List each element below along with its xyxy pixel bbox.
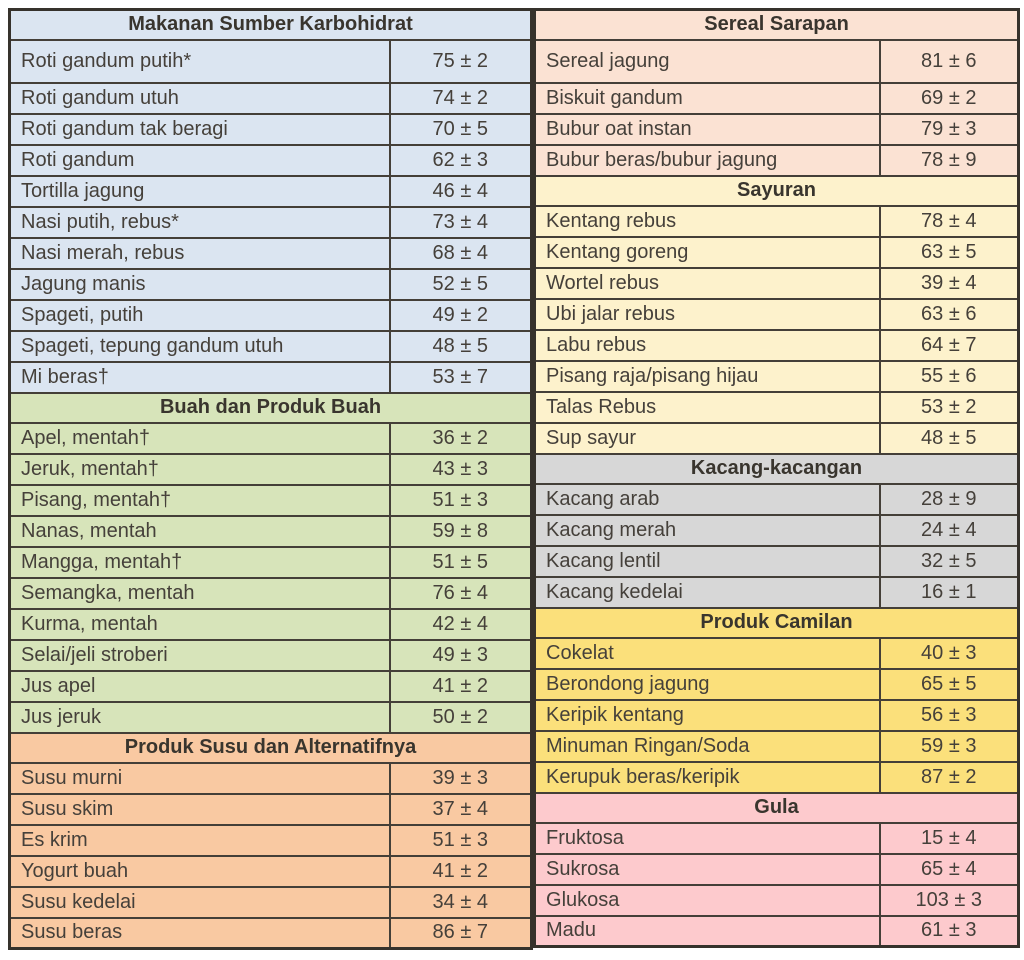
gi-value: 15 ± 4: [880, 823, 1019, 854]
table-row: [10, 454, 532, 485]
food-label: Nasi putih, rebus*: [10, 207, 390, 238]
table-row: [535, 885, 1019, 916]
gi-value: 32 ± 5: [880, 546, 1019, 577]
food-label: Yogurt buah: [10, 856, 390, 887]
section-header-row: [10, 733, 532, 763]
table-row: [535, 40, 1019, 83]
food-label: Ubi jalar rebus: [535, 299, 880, 330]
food-label: Es krim: [10, 825, 390, 856]
gi-value: 79 ± 3: [880, 114, 1019, 145]
food-label: Pisang raja/pisang hijau: [535, 361, 880, 392]
food-label: Susu kedelai: [10, 887, 390, 918]
gi-value: 65 ± 5: [880, 669, 1019, 700]
gi-value: 65 ± 4: [880, 854, 1019, 885]
food-label: Spageti, putih: [10, 300, 390, 331]
food-label: Susu beras: [10, 918, 390, 949]
table-row: [535, 392, 1019, 423]
gi-value: 52 ± 5: [390, 269, 532, 300]
gi-value: 70 ± 5: [390, 114, 532, 145]
table-row: [10, 269, 532, 300]
gi-value: 39 ± 3: [390, 763, 532, 794]
table-row: [10, 887, 532, 918]
table-row: [10, 609, 532, 640]
table-row: [535, 823, 1019, 854]
table-row: [535, 515, 1019, 546]
section-header-sayuran: Sayuran: [535, 176, 1019, 206]
food-label: Biskuit gandum: [535, 83, 880, 114]
food-label: Bubur oat instan: [535, 114, 880, 145]
gi-value: 49 ± 3: [390, 640, 532, 671]
gi-value: 42 ± 4: [390, 609, 532, 640]
table-row: [10, 331, 532, 362]
table-row: [10, 516, 532, 547]
table-row: [535, 330, 1019, 361]
gi-value: 59 ± 3: [880, 731, 1019, 762]
table-row: [10, 763, 532, 794]
gi-value: 51 ± 5: [390, 547, 532, 578]
food-label: Kentang rebus: [535, 206, 880, 237]
gi-value: 39 ± 4: [880, 268, 1019, 299]
table-row: [10, 671, 532, 702]
food-label: Mi beras†: [10, 362, 390, 393]
table-row: [10, 918, 532, 949]
table-row: [10, 362, 532, 393]
table-row: [10, 856, 532, 887]
food-label: Roti gandum utuh: [10, 83, 390, 114]
gi-value: 53 ± 7: [390, 362, 532, 393]
gi-table-left: [8, 8, 533, 950]
gi-value: 55 ± 6: [880, 361, 1019, 392]
table-row: [535, 638, 1019, 669]
food-label: Nanas, mentah: [10, 516, 390, 547]
table-row: [535, 484, 1019, 515]
table-row: [10, 640, 532, 671]
table-row: [535, 546, 1019, 577]
food-label: Kacang merah: [535, 515, 880, 546]
table-row: [535, 83, 1019, 114]
table-row: [10, 83, 532, 114]
gi-value: 61 ± 3: [880, 916, 1019, 947]
gi-value: 48 ± 5: [880, 423, 1019, 454]
food-label: Kerupuk beras/keripik: [535, 762, 880, 793]
food-label: Mangga, mentah†: [10, 547, 390, 578]
table-row: [10, 114, 532, 145]
table-row: [535, 206, 1019, 237]
gi-value: 41 ± 2: [390, 671, 532, 702]
section-header-row: [535, 176, 1019, 206]
glycemic-index-tables: [8, 8, 1020, 950]
food-label: Susu murni: [10, 763, 390, 794]
food-label: Jus jeruk: [10, 702, 390, 733]
table-row: [535, 731, 1019, 762]
food-label: Sereal jagung: [535, 40, 880, 83]
gi-value: 63 ± 6: [880, 299, 1019, 330]
table-row: [10, 825, 532, 856]
table-row: [535, 268, 1019, 299]
gi-value: 53 ± 2: [880, 392, 1019, 423]
table-row: [535, 700, 1019, 731]
food-label: Kacang kedelai: [535, 577, 880, 608]
table-row: [535, 237, 1019, 268]
gi-value: 81 ± 6: [880, 40, 1019, 83]
table-row: [535, 916, 1019, 947]
food-label: Kentang goreng: [535, 237, 880, 268]
table-row: [10, 578, 532, 609]
table-row: [10, 145, 532, 176]
table-row: [10, 40, 532, 83]
food-label: Minuman Ringan/Soda: [535, 731, 880, 762]
gi-value: 46 ± 4: [390, 176, 532, 207]
food-label: Spageti, tepung gandum utuh: [10, 331, 390, 362]
gi-value: 76 ± 4: [390, 578, 532, 609]
food-label: Talas Rebus: [535, 392, 880, 423]
food-label: Roti gandum tak beragi: [10, 114, 390, 145]
food-label: Pisang, mentah†: [10, 485, 390, 516]
gi-value: 59 ± 8: [390, 516, 532, 547]
gi-value: 56 ± 3: [880, 700, 1019, 731]
table-row: [535, 577, 1019, 608]
gi-value: 78 ± 4: [880, 206, 1019, 237]
food-label: Jeruk, mentah†: [10, 454, 390, 485]
gi-value: 103 ± 3: [880, 885, 1019, 916]
section-header-makanan-sumber-karbohidrat: Makanan Sumber Karbohidrat: [10, 10, 532, 40]
gi-value: 74 ± 2: [390, 83, 532, 114]
gi-value: 36 ± 2: [390, 423, 532, 454]
table-row: [535, 854, 1019, 885]
gi-value: 73 ± 4: [390, 207, 532, 238]
gi-value: 51 ± 3: [390, 825, 532, 856]
table-row: [535, 762, 1019, 793]
food-label: Jus apel: [10, 671, 390, 702]
gi-value: 68 ± 4: [390, 238, 532, 269]
food-label: Kacang arab: [535, 484, 880, 515]
food-label: Glukosa: [535, 885, 880, 916]
gi-value: 78 ± 9: [880, 145, 1019, 176]
section-header-gula: Gula: [535, 793, 1019, 823]
food-label: Selai/jeli stroberi: [10, 640, 390, 671]
gi-value: 86 ± 7: [390, 918, 532, 949]
table-row: [535, 423, 1019, 454]
food-label: Apel, mentah†: [10, 423, 390, 454]
table-row: [10, 485, 532, 516]
food-label: Tortilla jagung: [10, 176, 390, 207]
gi-value: 40 ± 3: [880, 638, 1019, 669]
section-header-produk-susu-dan-alternatifnya: Produk Susu dan Alternatifnya: [10, 733, 532, 763]
food-label: Fruktosa: [535, 823, 880, 854]
table-row: [535, 299, 1019, 330]
section-header-kacang-kacangan: Kacang-kacangan: [535, 454, 1019, 484]
table-row: [10, 207, 532, 238]
section-header-produk-camilan: Produk Camilan: [535, 608, 1019, 638]
section-header-row: [10, 393, 532, 423]
table-row: [535, 361, 1019, 392]
section-header-row: [535, 454, 1019, 484]
gi-value: 43 ± 3: [390, 454, 532, 485]
table-row: [535, 669, 1019, 700]
food-label: Sukrosa: [535, 854, 880, 885]
gi-value: 51 ± 3: [390, 485, 532, 516]
gi-value: 16 ± 1: [880, 577, 1019, 608]
gi-value: 75 ± 2: [390, 40, 532, 83]
gi-value: 41 ± 2: [390, 856, 532, 887]
gi-value: 64 ± 7: [880, 330, 1019, 361]
section-header-sereal-sarapan: Sereal Sarapan: [535, 10, 1019, 40]
food-label: Bubur beras/bubur jagung: [535, 145, 880, 176]
gi-value: 87 ± 2: [880, 762, 1019, 793]
food-label: Kurma, mentah: [10, 609, 390, 640]
food-label: Roti gandum: [10, 145, 390, 176]
gi-value: 62 ± 3: [390, 145, 532, 176]
gi-value: 34 ± 4: [390, 887, 532, 918]
section-header-buah-dan-produk-buah: Buah dan Produk Buah: [10, 393, 532, 423]
table-row: [535, 114, 1019, 145]
table-row: [10, 423, 532, 454]
food-label: Kacang lentil: [535, 546, 880, 577]
food-label: Jagung manis: [10, 269, 390, 300]
food-label: Sup sayur: [535, 423, 880, 454]
gi-table-right: [533, 8, 1020, 948]
food-label: Susu skim: [10, 794, 390, 825]
table-row: [10, 702, 532, 733]
gi-value: 50 ± 2: [390, 702, 532, 733]
gi-value: 28 ± 9: [880, 484, 1019, 515]
table-row: [10, 238, 532, 269]
gi-value: 24 ± 4: [880, 515, 1019, 546]
gi-value: 37 ± 4: [390, 794, 532, 825]
section-header-row: [535, 793, 1019, 823]
food-label: Wortel rebus: [535, 268, 880, 299]
food-label: Cokelat: [535, 638, 880, 669]
table-row: [10, 300, 532, 331]
food-label: Labu rebus: [535, 330, 880, 361]
table-row: [10, 547, 532, 578]
table-row: [10, 794, 532, 825]
table-row: [10, 176, 532, 207]
section-header-row: [535, 608, 1019, 638]
food-label: Berondong jagung: [535, 669, 880, 700]
food-label: Madu: [535, 916, 880, 947]
section-header-row: [535, 10, 1019, 40]
gi-value: 48 ± 5: [390, 331, 532, 362]
food-label: Keripik kentang: [535, 700, 880, 731]
gi-value: 63 ± 5: [880, 237, 1019, 268]
food-label: Semangka, mentah: [10, 578, 390, 609]
gi-value: 69 ± 2: [880, 83, 1019, 114]
section-header-row: [10, 10, 532, 40]
gi-value: 49 ± 2: [390, 300, 532, 331]
food-label: Nasi merah, rebus: [10, 238, 390, 269]
table-row: [535, 145, 1019, 176]
food-label: Roti gandum putih*: [10, 40, 390, 83]
